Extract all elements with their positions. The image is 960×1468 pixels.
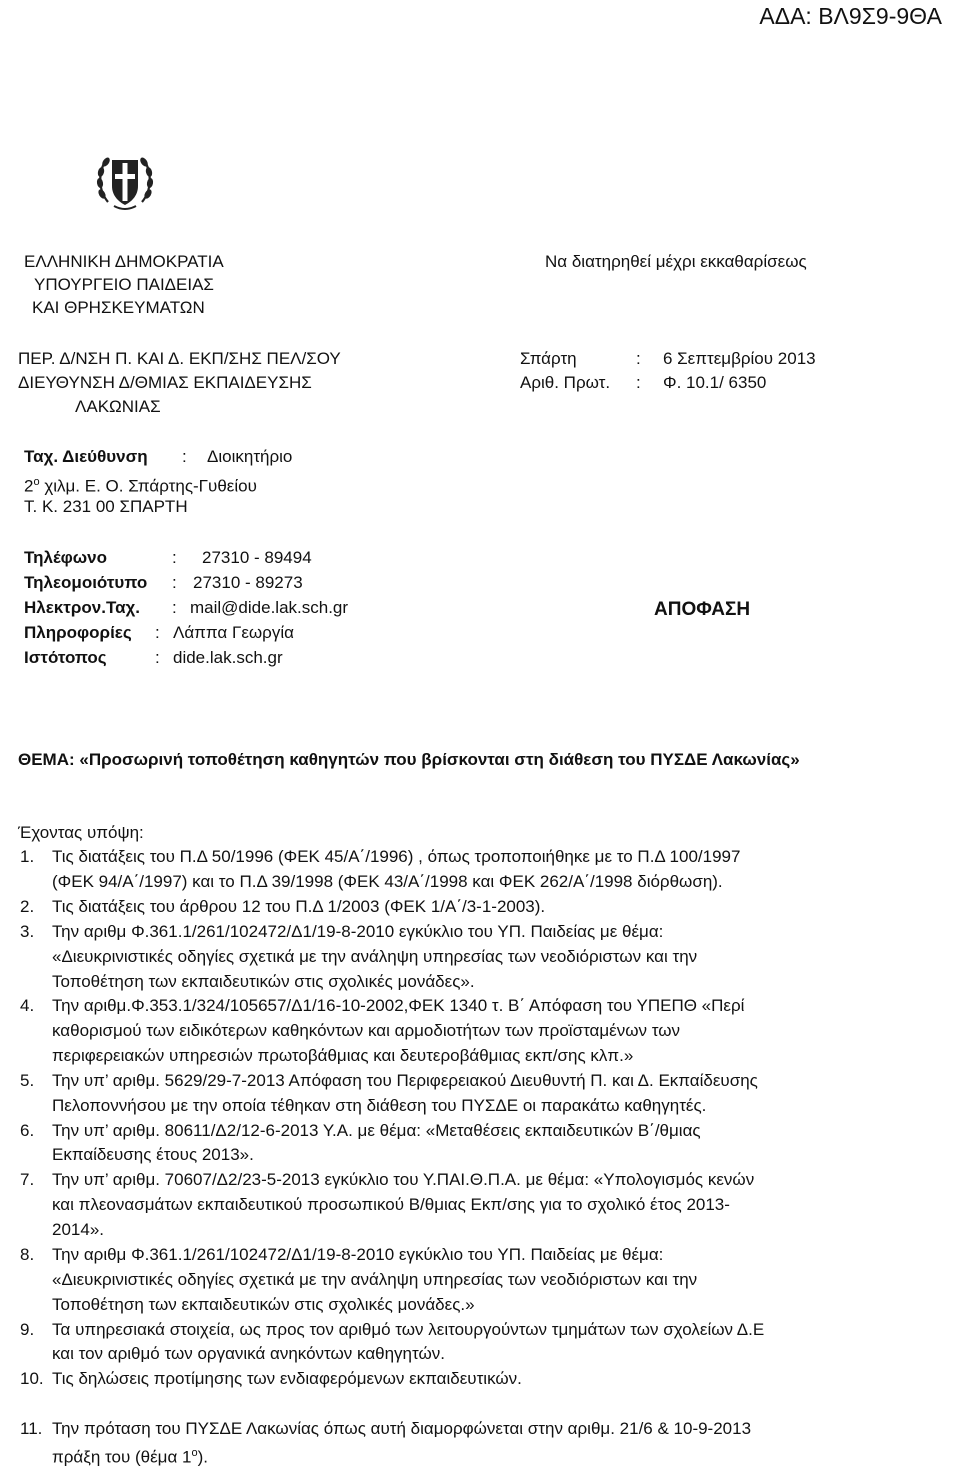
website-value: dide.lak.sch.gr bbox=[173, 648, 283, 667]
fax-value: 27310 - 89273 bbox=[193, 573, 303, 592]
item-line: Εκπαίδευσης έτους 2013». bbox=[52, 1145, 254, 1164]
fax-label: Τηλεομοιότυπο bbox=[24, 573, 148, 592]
item-line: Την υπ’ αριθμ. 70607/Δ2/23-5-2013 εγκύκλιο του Υ.ΠΑΙ.Θ.Π.Α. με θέμα: «Υπολογισμός κενών bbox=[52, 1170, 755, 1189]
item-number: 10. bbox=[20, 1369, 44, 1388]
item-number: 6. bbox=[20, 1121, 35, 1140]
protocol-label: Αριθ. Πρωτ. bbox=[520, 373, 611, 392]
item-line: Τις διατάξεις του Π.Δ 50/1996 (ΦΕΚ 45/Α΄/1996) , όπως τροποποιήθηκε με το Π.Δ 100/1997 bbox=[52, 847, 741, 866]
item-number: 2. bbox=[20, 897, 35, 916]
item-line: (ΦΕΚ 94/Α΄/1997) και το Π.Δ 39/1998 (ΦΕΚ 43/Α΄/1998 και ΦΕΚ 262/Α΄/1998 διόρθωση). bbox=[52, 872, 723, 891]
protocol-colon: : bbox=[636, 373, 641, 392]
item-line: 2014». bbox=[52, 1220, 104, 1239]
email-value: mail@dide.lak.sch.gr bbox=[190, 598, 349, 617]
item-number: 7. bbox=[20, 1170, 35, 1189]
item-number: 5. bbox=[20, 1071, 35, 1090]
phone-value: 27310 - 89494 bbox=[202, 548, 312, 567]
address-line3: Τ. Κ. 231 00 ΣΠΑΡΤΗ bbox=[24, 497, 188, 516]
item-line: και πλεονασμάτων εκπαιδευτικού προσωπικού Β/θμιας Εκπ/σης για το σχολικό έτος 2013- bbox=[52, 1195, 730, 1214]
item-line: περιφερειακών υπηρεσιών πρωτοβάθμιας και δευτεροβάθμιας εκπ/σης κλπ.» bbox=[52, 1046, 634, 1065]
item-line: Τοποθέτηση των εκπαιδευτικών στις σχολικές μονάδες». bbox=[52, 972, 475, 991]
retention-note: Να διατηρηθεί μέχρι εκκαθαρίσεως bbox=[545, 252, 807, 271]
protocol-number: Φ. 10.1/ 6350 bbox=[663, 373, 767, 392]
website-label: Ιστότοπος bbox=[24, 648, 107, 667]
item-number: 9. bbox=[20, 1320, 35, 1339]
address-label: Ταχ. Διεύθυνση bbox=[24, 447, 148, 466]
subject-line: ΘΕΜΑ: «Προσωρινή τοποθέτηση καθηγητών που βρίσκονται στη διάθεση του ΠΥΣΔΕ Λακωνίας» bbox=[18, 750, 800, 769]
region-directorate: ΠΕΡ. Δ/ΝΣΗ Π. ΚΑΙ Δ. ΕΚΠ/ΣΗΣ ΠΕΛ/ΣΟΥ bbox=[18, 349, 341, 368]
phone-colon: : bbox=[172, 548, 177, 567]
ministry-name-line2: ΚΑΙ ΘΡΗΣΚΕΥΜΑΤΩΝ bbox=[32, 298, 205, 317]
info-label: Πληροφορίες bbox=[24, 623, 132, 642]
item-number: 1. bbox=[20, 847, 35, 866]
item-line: Τις δηλώσεις προτίμησης των ενδιαφερόμενων εκπαιδευτικών. bbox=[52, 1369, 522, 1388]
item-number: 3. bbox=[20, 922, 35, 941]
email-colon: : bbox=[172, 598, 177, 617]
item-line: Την πρόταση του ΠΥΣΔΕ Λακωνίας όπως αυτή διαμορφώνεται στην αριθμ. 21/6 & 10-9-2013 bbox=[52, 1419, 752, 1438]
item-number: 11. bbox=[20, 1419, 43, 1438]
ministry-name-line1: ΥΠΟΥΡΓΕΙΟ ΠΑΙΔΕΙΑΣ bbox=[34, 275, 214, 294]
hellenic-emblem-icon bbox=[96, 150, 154, 212]
item-line: Την αριθμ Φ.361.1/261/102472/Δ1/19-8-2010 εγκύκλιο του ΥΠ. Παιδείας με θέμα: bbox=[52, 922, 664, 941]
item-line: «Διευκρινιστικές οδηγίες σχετικά με την ανάληψη υπηρεσίας των νεοδιόριστων και την bbox=[52, 947, 698, 966]
document-date: 6 Σεπτεμβρίου 2013 bbox=[663, 349, 816, 368]
phone-label: Τηλέφωνο bbox=[24, 548, 107, 567]
website-colon: : bbox=[155, 648, 160, 667]
item-line: Πελοποννήσου με την οποία τέθηκαν στη διάθεση του ΠΥΣΔΕ οι παρακάτω καθηγητές. bbox=[52, 1096, 707, 1115]
address-value: Διοικητήριο bbox=[207, 447, 293, 466]
prefecture-name: ΛΑΚΩΝΙΑΣ bbox=[75, 397, 161, 416]
address-colon: : bbox=[182, 447, 187, 466]
item-line: Την υπ’ αριθμ. 5629/29-7-2013 Απόφαση του Περιφερειακού Διευθυντή Π. και Δ. Εκπαίδευσης bbox=[52, 1071, 758, 1090]
info-value: Λάππα Γεωργία bbox=[173, 623, 294, 642]
item-line: Την αριθμ Φ.361.1/261/102472/Δ1/19-8-2010 εγκύκλιο του ΥΠ. Παιδείας με θέμα: bbox=[52, 1245, 664, 1264]
address-line2: $2^o$ χιλμ. Ε. Ο. Σπάρτης-Γυθείου bbox=[24, 476, 257, 496]
info-colon: : bbox=[155, 623, 160, 642]
item-line-last: πράξη του (θέμα $1^o$). bbox=[52, 1447, 208, 1467]
place-colon: : bbox=[636, 349, 641, 368]
item-line: και τον αριθμό των οργανικά ανηκόντων καθηγητών. bbox=[52, 1344, 445, 1363]
item-line: καθορισμού των ειδικότερων καθηκόντων και αρμοδιοτήτων των προϊσταμένων των bbox=[52, 1021, 680, 1040]
considering-heading: Έχοντας υπόψη: bbox=[18, 823, 144, 842]
fax-colon: : bbox=[172, 573, 177, 592]
document-type: ΑΠΟΦΑΣΗ bbox=[654, 599, 751, 620]
item-line: Τοποθέτηση των εκπαιδευτικών στις σχολικές μονάδες.» bbox=[52, 1295, 475, 1314]
place-label: Σπάρτη bbox=[520, 349, 577, 368]
item-line: Την υπ’ αριθμ. 80611/Δ2/12-6-2013 Υ.Α. με θέμα: «Μεταθέσεις εκπαιδευτικών Β΄/θμιας bbox=[52, 1121, 701, 1140]
ada-code: ΑΔΑ: ΒΛ9Σ9-9ΘΑ bbox=[759, 3, 942, 29]
republic-name: ΕΛΛΗΝΙΚΗ ΔΗΜΟΚΡΑΤΙΑ bbox=[24, 252, 224, 271]
item-line: Τα υπηρεσιακά στοιχεία, ως προς τον αριθμό των λειτουργούντων τμημάτων των σχολείων Δ.Ε bbox=[52, 1320, 765, 1339]
item-line: Την αριθμ.Φ.353.1/324/105657/Δ1/16-10-2002,ΦΕΚ 1340 τ. Β΄ Απόφαση του ΥΠΕΠΘ «Περί bbox=[52, 996, 745, 1015]
email-label: Ηλεκτρον.Ταχ. bbox=[24, 598, 141, 617]
item-line: Τις διατάξεις του άρθρου 12 του Π.Δ 1/2003 (ΦΕΚ 1/Α΄/3-1-2003). bbox=[52, 897, 546, 916]
secondary-directorate: ΔΙΕΥΘΥΝΣΗ Δ/ΘΜΙΑΣ ΕΚΠΑΙΔΕΥΣΗΣ bbox=[18, 373, 312, 392]
item-number: 4. bbox=[20, 996, 35, 1015]
item-line: «Διευκρινιστικές οδηγίες σχετικά με την ανάληψη υπηρεσίας των νεοδιόριστων και την bbox=[52, 1270, 698, 1289]
item-number: 8. bbox=[20, 1245, 35, 1264]
